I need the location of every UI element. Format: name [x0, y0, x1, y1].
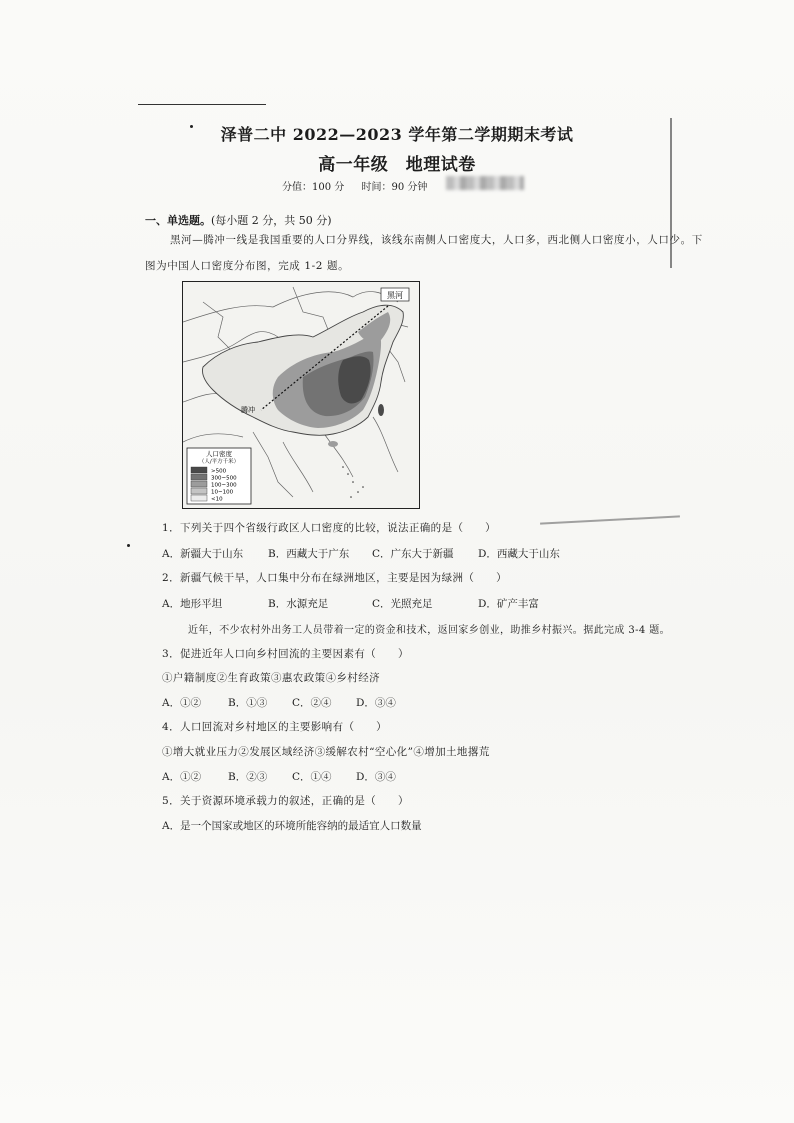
question-1-stem: 1．下列关于四个省级行政区人口密度的比较，说法正确的是（ ） [162, 522, 497, 534]
legend-swatch [191, 481, 207, 487]
hainan-island [328, 441, 338, 447]
map-legend [187, 448, 251, 504]
question-4-option-d: D．③④ [356, 771, 396, 783]
legend-title: 人口密度 [206, 450, 232, 458]
question-2-option-b: B．水源充足 [268, 598, 329, 610]
question-5-stem: 5．关于资源环境承载力的叙述，正确的是（ ） [162, 795, 409, 807]
question-2-option-d: D．矿产丰富 [478, 598, 539, 610]
question-3-items: ①户籍制度②生育政策③惠农政策④乡村经济 [162, 672, 380, 684]
legend-unit: （人/平方千米） [198, 459, 240, 465]
questions-3-4-intro: 近年，不少农村外出务工人员带着一定的资金和技术，返回家乡创业，助推乡村振兴。据此完成 3-4 题。 [188, 625, 671, 636]
china-map-svg [183, 282, 419, 508]
legend-label: <10 [211, 496, 223, 503]
exam-title: 泽普二中 2022—2023 学年第二学期期末考试 [220, 125, 574, 144]
heihe-label: 黑河 [387, 291, 403, 300]
exam-subtitle: 高一年级 地理试卷 [318, 155, 476, 175]
scan-edge-line [138, 104, 266, 105]
question-3-option-b: B．①③ [228, 697, 268, 709]
legend-swatch [191, 488, 207, 494]
question-5-option-a: A．是一个国家或地区的环境所能容纳的最适宜人口数量 [162, 820, 422, 832]
taiwan-island [378, 404, 384, 416]
legend-swatch [191, 495, 207, 501]
question-4-option-b: B．②③ [228, 771, 268, 783]
question-4-option-c: C．①④ [292, 771, 332, 783]
intro-line-1: 黑河—腾冲一线是我国重要的人口分界线，该线东南侧人口密度大，人口多，西北侧人口密度小，人口少。下 [170, 234, 703, 246]
legend-label: 300~500 [211, 475, 237, 482]
question-4-option-a: A．①② [162, 771, 202, 783]
question-1-option-d: D．西藏大于山东 [478, 548, 560, 560]
south-sea-islands [342, 466, 364, 498]
question-4-stem: 4．人口回流对乡村地区的主要影响有（ ） [162, 721, 388, 733]
legend-swatch [191, 467, 207, 473]
tengchong-label: 腾冲 [241, 406, 255, 414]
redacted-area [446, 176, 524, 190]
legend-label: 100~300 [211, 482, 237, 489]
pen-mark [540, 515, 680, 524]
question-2-option-c: C．光照充足 [372, 598, 433, 610]
question-3-option-d: D．③④ [356, 697, 396, 709]
question-3-option-c: C．②④ [292, 697, 332, 709]
question-1-option-b: B．西藏大于广东 [268, 548, 350, 560]
scan-dot [127, 544, 130, 547]
legend-label: 10~100 [211, 489, 234, 496]
exam-meta [282, 178, 441, 193]
question-1-option-c: C．广东大于新疆 [372, 548, 454, 560]
population-density-map [182, 281, 420, 509]
section-heading: 一、单选题。(每小题 2 分，共 50 分) [145, 214, 332, 227]
time-text: 时间：90 分钟 [361, 182, 428, 193]
question-2-stem: 2．新疆气候干旱，人口集中分布在绿洲地区，主要是因为绿洲（ ） [162, 572, 507, 584]
question-2-option-a: A．地形平坦 [162, 598, 223, 610]
question-1-option-a: A．新疆大于山东 [162, 548, 244, 560]
question-3-stem: 3．促进近年人口向乡村回流的主要因素有（ ） [162, 648, 409, 660]
question-3-option-a: A．①② [162, 697, 202, 709]
intro-line-2: 图为中国人口密度分布图，完成 1-2 题。 [145, 260, 350, 272]
score-text: 分值：100 分 [282, 182, 345, 193]
question-4-items: ①增大就业压力②发展区域经济③缓解农村“空心化”④增加土地撂荒 [162, 746, 490, 758]
legend-swatch [191, 474, 207, 480]
legend-label: >500 [211, 468, 227, 475]
